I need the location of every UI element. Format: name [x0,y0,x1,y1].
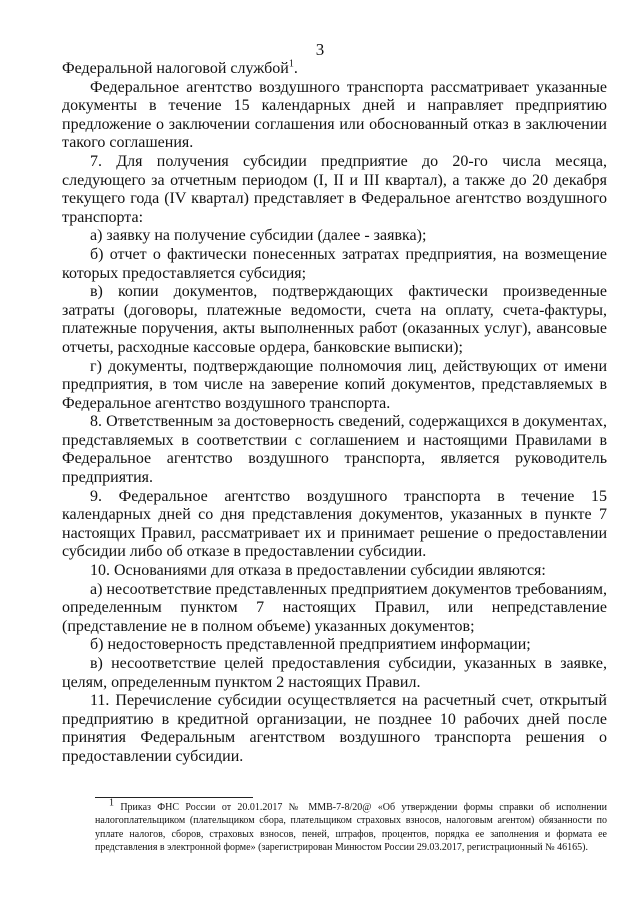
paragraph-7v: в) копии документов, подтверждающих фактически произведенные затраты (договоры, платежные ведомости, счета на оплату, счета-фактуры, платежные поручения, акты выполненных работ (оказанных услуг), авансовые отчеты, расходные кассовые ордера, банковские выписки); [62,283,607,356]
footnote-text-block [95,797,607,855]
paragraph-11: 11. Перечисление субсидии осуществляется на расчетный счет, открытый предприятию в кредитной организации, не позднее 10 рабочих дней после принятия Федеральным агентством воздушного транспорта решения о предоставлении субсидии. [62,692,607,765]
paragraph-continuation [62,60,607,79]
footnote-reference: 1 [288,58,294,70]
footnote [95,797,607,855]
paragraph-agency-review: Федеральное агентство воздушного транспорта рассматривает указанные документы в течение 15 календарных дней и направляет предприятию предложение о заключении соглашения или обоснованный отказ в заключении такого соглашения. [62,78,607,152]
paragraph-10v: в) несоответствие целей предоставления субсидии, указанных в заявке, целям, определенным пунктом 2 настоящих Правил. [62,655,607,691]
footnote-marker: 1 [109,797,114,809]
paragraph-8: 8. Ответственным за достоверность сведений, содержащихся в документах, представляемых в соответствии с соглашением и настоящими Правилами в Федеральное агентство воздушного транспорта, является руководитель предприятия. [62,413,607,487]
paragraph-tail: . [293,60,298,77]
paragraph-10a: а) несоответствие представленных предприятием документов требованиям, определенным пунктом 7 настоящих Правил, или непредставление (представление не в полном объеме) указанных документов; [62,580,607,635]
paragraph-7a: а) заявку на получение субсидии (далее - заявка); [90,227,427,245]
paragraph-9: 9. Федеральное агентство воздушного транспорта в течение 15 календарных дней со дня представления документов, указанных в пункте 7 настоящих Правил, рассматривает их и принимает решение о предоставлении субсидии либо об отказе в предоставлении субсидии. [62,487,607,561]
paragraph-7: 7. Для получения субсидии предприятие до 20-го числа месяца, следующего за отчетным периодом (I, II и III квартал), а также до 20 декабря текущего года (IV квартал) представляет в Федеральное агентство воздушного транспорта: [62,152,607,226]
paragraph-10b: б) недостоверность представленной предприятием информации; [90,636,531,654]
page-number: 3 [315,40,325,59]
paragraph-7g: г) документы, подтверждающие полномочия лиц, действующих от имени предприятия, в том числе на заверение копий документов, представляемых в Федеральное агентство воздушного транспорта. [62,357,607,412]
document-body [62,60,607,767]
paragraph-10: 10. Основаниями для отказа в предоставлении субсидии являются: [90,562,546,580]
footnote-divider [95,797,253,798]
footnote-text: Приказ ФНС России от 20.01.2017 № ММВ-7-8/20@ «Об утверждении формы справки об исполнении налогоплательщиком (плательщиком сбора, плательщиком страховых взносов, налоговым агентом) обязанности по уплате налогов, сборов, страховых взносов, пеней, штрафов, процентов, порядка ее заполнения и формата ее представления в электронной форме» (зарегистрирован Минюстом России 29.03.2017, регистрационный № 46165). [95,802,607,854]
paragraph-7b: б) отчет о фактически понесенных затратах предприятия, на возмещение которых предоставляется субсидия; [62,245,607,282]
paragraph-text: Федеральной налоговой службой [62,60,289,77]
